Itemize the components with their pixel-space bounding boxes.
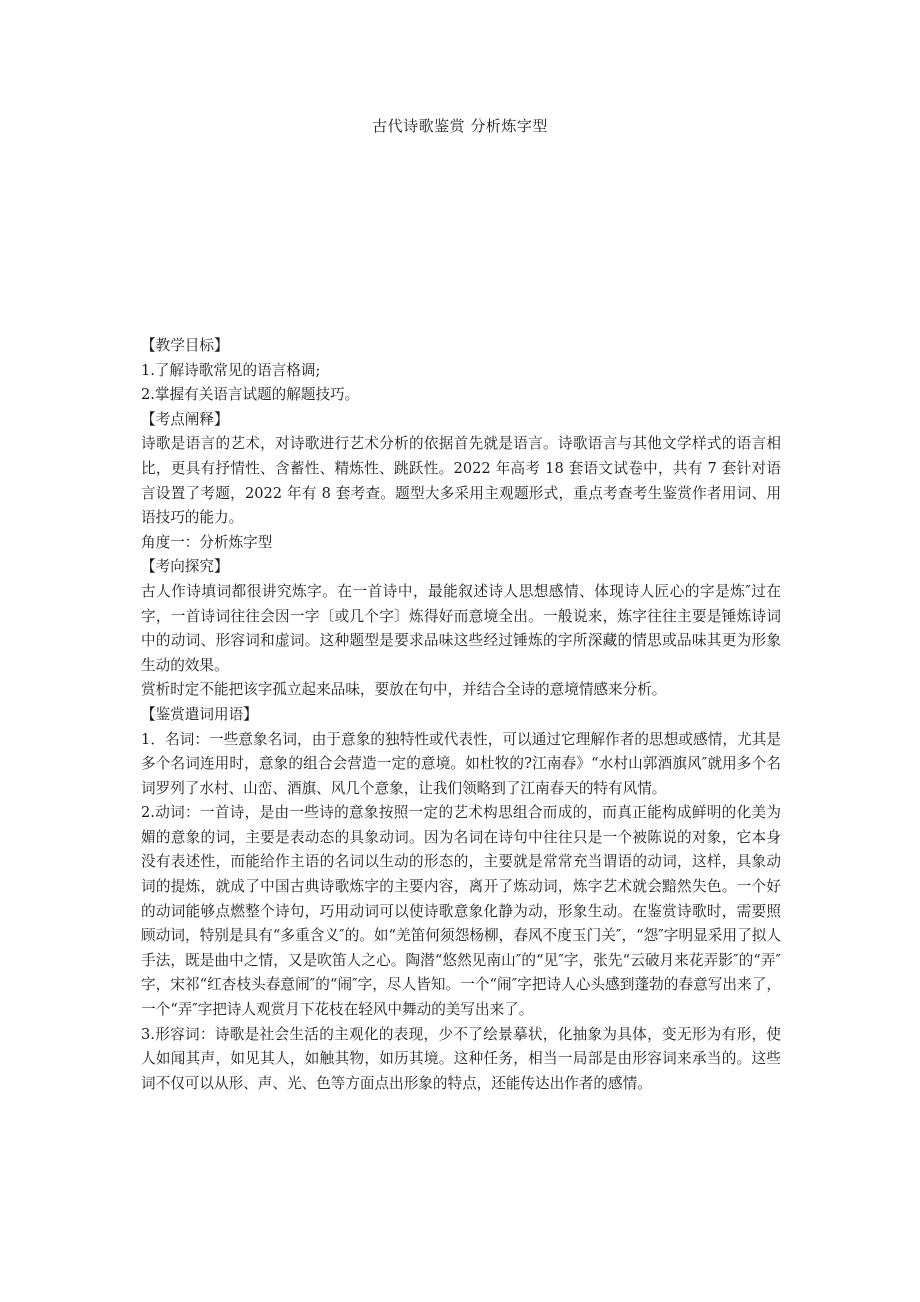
document-title: 古代诗歌鉴赏 分析炼字型: [372, 117, 548, 135]
goal-item: 1.了解诗歌常见的语言格调;: [141, 361, 321, 379]
body-paragraph: 3.形容词：诗歌是社会生活的主观化的表现，少不了绘景摹状，化抽象为具体，变无形为有形，使人如闻其声，如见其人，如触其物，如历其境。这种任务，相当一局部是由形容词来承当的。这些词不仅可以从形、声、光、色等方面点出形象的特点，还能传达出作者的感情。: [141, 1025, 781, 1092]
section-heading-exam-trends: 【考向探究】: [141, 558, 229, 576]
section-heading-exam-points: 【考点阐释】: [141, 410, 229, 428]
body-paragraph: 2.动词：一首诗，是由一些诗的意象按照一定的艺术构思组合而成的，而真正能构成鲜明的化美为媚的意象的词，主要是表动态的具象动词。因为名词在诗句中往往只是一个被陈说的对象，它本身没有表述性，而能给作主语的名词以生动的形态的，主要就是常常充当谓语的动词，这样，具象动词的提炼，就成了中国古典诗歌炼字的主要内容，离开了炼动词，炼字艺术就会黯然失色。一个好的动词能够点燃整个诗句，巧用动词可以使诗歌意象化静为动，形象生动。在鉴赏诗歌时，需要照顾动词，特别是具有“多重含义″的。如“羌笛何须怨杨柳，春风不度玉门关″，“怨″字明显采用了拟人手法，既是曲中之情，又是吹笛人之心。陶潜“悠然见南山″的“见″字，张先“云破月来花弄影″的“弄″字，宋祁“红杏枝头春意闹″的“闹″字，尽人皆知。一个“闹″字把诗人心头感到蓬勃的春意写出来了，一个“弄″字把诗人观赏月下花枝在轻风中舞动的美写出来了。: [141, 804, 781, 1019]
angle-label: 角度一：分析炼字型: [141, 533, 273, 551]
section-heading-word-appreciation: 【鉴赏遣词用语】: [141, 705, 258, 723]
body-paragraph: 古人作诗填词都很讲究炼字。在一首诗中，最能叙述诗人思想感情、体现诗人匠心的字是炼″过在字，一首诗词往往会因一字〔或几个字〕炼得好而意境全出。一般说来，炼字往往主要是锤炼诗词中的动词、形容词和虚词。这种题型是要求品味这些经过锤炼的字所深藏的情思或品味其更为形象生动的效果。: [141, 582, 781, 674]
body-paragraph: 诗歌是语言的艺术，对诗歌进行艺术分析的依据首先就是语言。诗歌语言与其他文学样式的语言相比，更具有抒情性、含蓄性、精炼性、跳跃性。2022 年高考 18 套语文试卷中，共有 7 套针对语言设置了考题，2022 年有 8 套考查。题型大多采用主观题形式，重点考查考生鉴赏作者用词、用语技巧的能力。: [141, 435, 781, 527]
body-paragraph: 赏析时定不能把该字孤立起来品味，要放在句中，并结合全诗的意境情感来分析。: [141, 681, 667, 699]
body-paragraph: 1．名词：一些意象名词，由于意象的独特性或代表性，可以通过它理解作者的思想或感情，尤其是多个名词连用时，意象的组合会营造一定的意境。如杜牧的?江南春》“水村山郭酒旗风″就用多个名词罗列了水村、山峦、酒旗、风几个意象，让我们领略到了江南春天的特有风情。: [141, 730, 781, 797]
section-heading-teaching-goals: 【教学目标】: [141, 337, 229, 354]
document-body: [141, 334, 781, 1096]
goal-item: 2.掌握有关语言试题的解题技巧。: [141, 386, 360, 404]
